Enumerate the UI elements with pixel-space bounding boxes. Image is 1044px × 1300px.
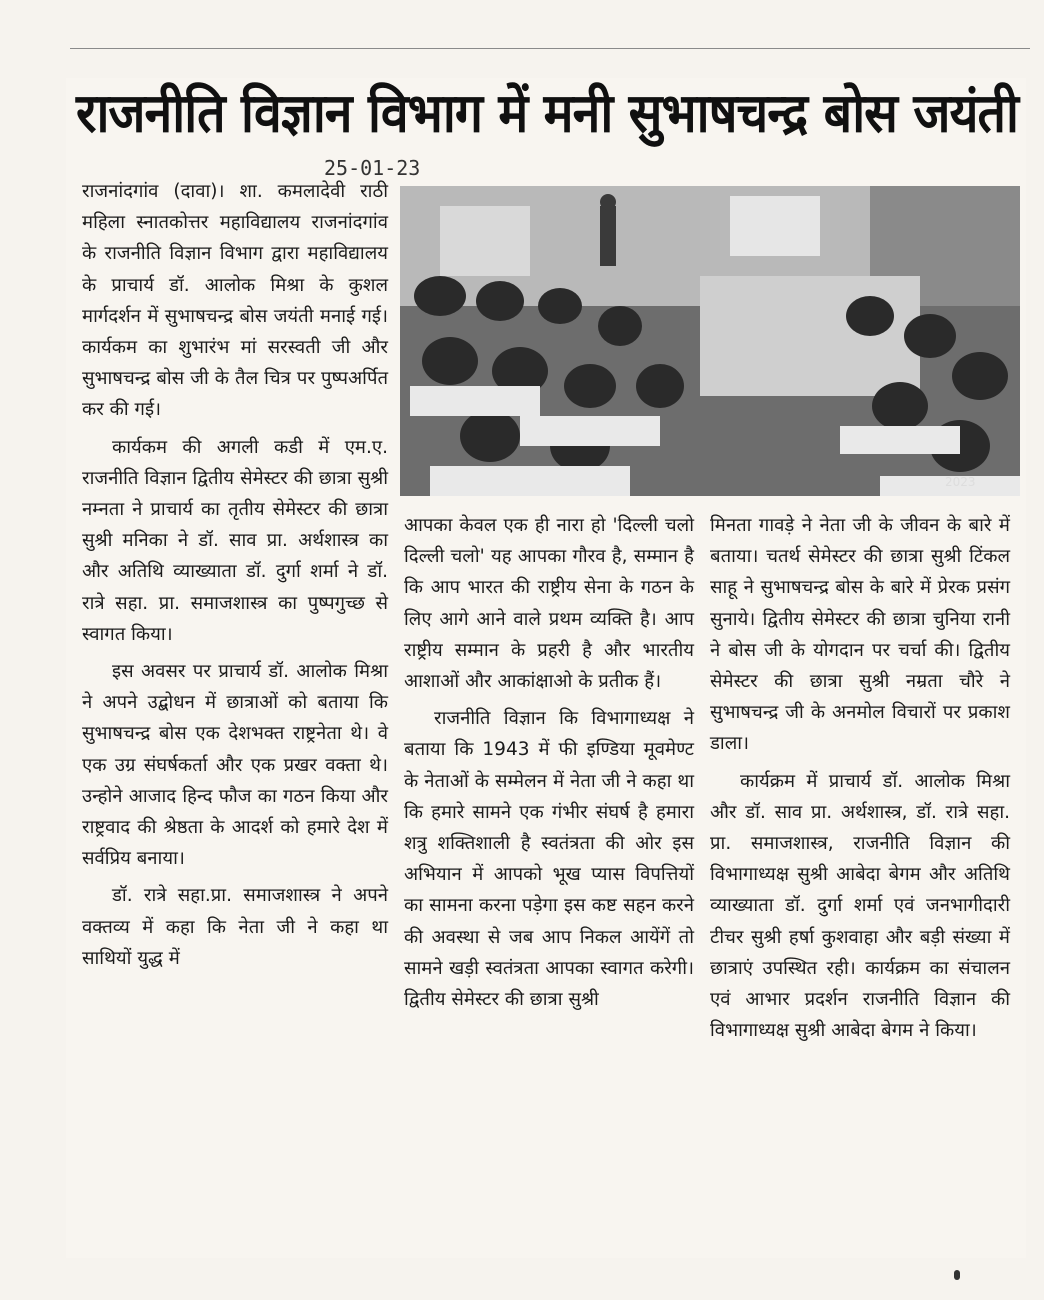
article-column-1 [82, 176, 388, 980]
newspaper-clipping [66, 78, 1026, 1258]
paragraph: कार्यकम की अगली कडी में एम.ए. राजनीति विज्ञान द्वितीय सेमेस्टर की छात्रा सुश्री नम्नता ने प्राचार्य का तृतीय सेमेस्टर की छात्रा सुश्री मनिका ने डॉ. साव प्रा. अर्थशास्त्र का और अतिथि व्याख्याता डॉ. दुर्गा शर्मा ने डॉ. रात्रे सहा. प्रा. समाजशास्त्र का पुष्पगुच्छ से स्वागत किया। [82, 436, 388, 645]
headline: राजनीति विज्ञान विभाग में मनी सुभाषचन्द्र बोस जयंती [76, 81, 1018, 145]
ink-mark [954, 1270, 960, 1280]
article-column-2 [404, 510, 694, 1021]
paragraph: कार्यक्रम में प्राचार्य डॉ. आलोक मिश्रा और डॉ. साव प्रा. अर्थशास्त्र, डॉ. रात्रे सहा. प्रा. समाजशास्त्र, राजनीति विज्ञान की विभागाध्यक्ष सुश्री आबेदा बेगम और अतिथि व्याख्याता डॉ. दुर्गा शर्मा एवं जनभागीदारी टीचर सुश्री हर्षा कुशवाहा और बड़ी संख्या में छात्राएं उपस्थित रही। कार्यक्रम का संचालन एवं आभार प्रदर्शन राजनीति विज्ञान की विभागाध्यक्ष सुश्री आबेदा बेगम ने किया। [710, 770, 1010, 1042]
paragraph: डॉ. रात्रे सहा.प्रा. समाजशास्त्र ने अपने वक्तव्य में कहा कि नेता जी ने कहा था साथियों युद्ध में [82, 885, 388, 969]
article-column-3 [710, 510, 1010, 1052]
event-photo [400, 186, 1020, 496]
page-top-rule [70, 48, 1030, 49]
paragraph: आपका केवल एक ही नारा हो 'दिल्ली चलो दिल्ली चलो' यह आपका गौरव है, सम्मान है कि आप भारत की राष्ट्रीय सेना के गठन के लिए आगे आने वाले प्रथम व्यक्ति है। आप राष्ट्रीय सम्मान के प्रहरी है और भारतीय आशाओं और आकांक्षाओ के प्रतीक हैं। [404, 515, 694, 693]
photo-stamp: 2023 [945, 475, 976, 489]
paragraph: इस अवसर पर प्राचार्य डॉ. आलोक मिश्रा ने अपने उद्बोधन में छात्राओं को बताया कि सुभाषचन्द्र बोस एक देशभक्त राष्ट्रनेता थे। वे एक उग्र संघर्षकर्ता और एक प्रखर वक्ता थे। उन्होने आजाद हिन्द फौज का गठन किया और राष्ट्रवाद की श्रेष्ठता के आदर्श को हमारे देश में सर्वप्रिय बनाया। [82, 661, 388, 870]
paragraph: राजनांदगांव (दावा)। शा. कमलादेवी राठी महिला स्नातकोत्तर महाविद्यालय राजनांदगांव के राजनीति विज्ञान विभाग द्वारा महाविद्यालय के प्राचार्य डॉ. आलोक मिश्रा के कुशल मार्गदर्शन में सुभाषचन्द्र बोस जयंती मनाई गई। कार्यकम का शुभारंभ मां सरस्वती जी और सुभाषचन्द्र बोस जी के तैल चित्र पर पुष्पअर्पित कर की गई। [82, 181, 388, 421]
paragraph: मिनता गावड़े ने नेता जी के जीवन के बारे में बताया। चतर्थ सेमेस्टर की छात्रा सुश्री टिंकल साहू ने सुभाषचन्द्र बोस के बारे में प्रेरक प्रसंग सुनाये। द्वितीय सेमेस्टर की छात्रा चुनिया रानी ने बोस जी के योगदान पर चर्चा की। द्वितीय सेमेस्टर की छात्रा सुश्री नम्रता चौरे ने सुभाषचन्द्र जी के अनमोल विचारों पर प्रकाश डाला। [710, 515, 1010, 755]
classroom-photo-illustration [400, 186, 1020, 496]
paragraph: राजनीति विज्ञान कि विभागाध्यक्ष ने बताया कि 1943 में फी इण्डिया मूवमेण्ट के नेताओं के सम्मेलन में नेता जी ने कहा था कि हमारे सामने एक गंभीर संघर्ष है हमारा शत्रु शक्तिशाली है स्वतंत्रता की ओर इस अभियान में आपको भूख प्यास विपत्तियों का सामना करना पड़ेगा इस कष्ट सहन करने की अवस्था से जब आप निकल आयेंगें तो सामने खड़ी स्वतंत्रता आपका स्वागत करेगी। द्वितीय सेमेस्टर की छात्रा सुश्री [404, 708, 694, 1011]
handwritten-date: 25-01-23 [324, 156, 421, 180]
